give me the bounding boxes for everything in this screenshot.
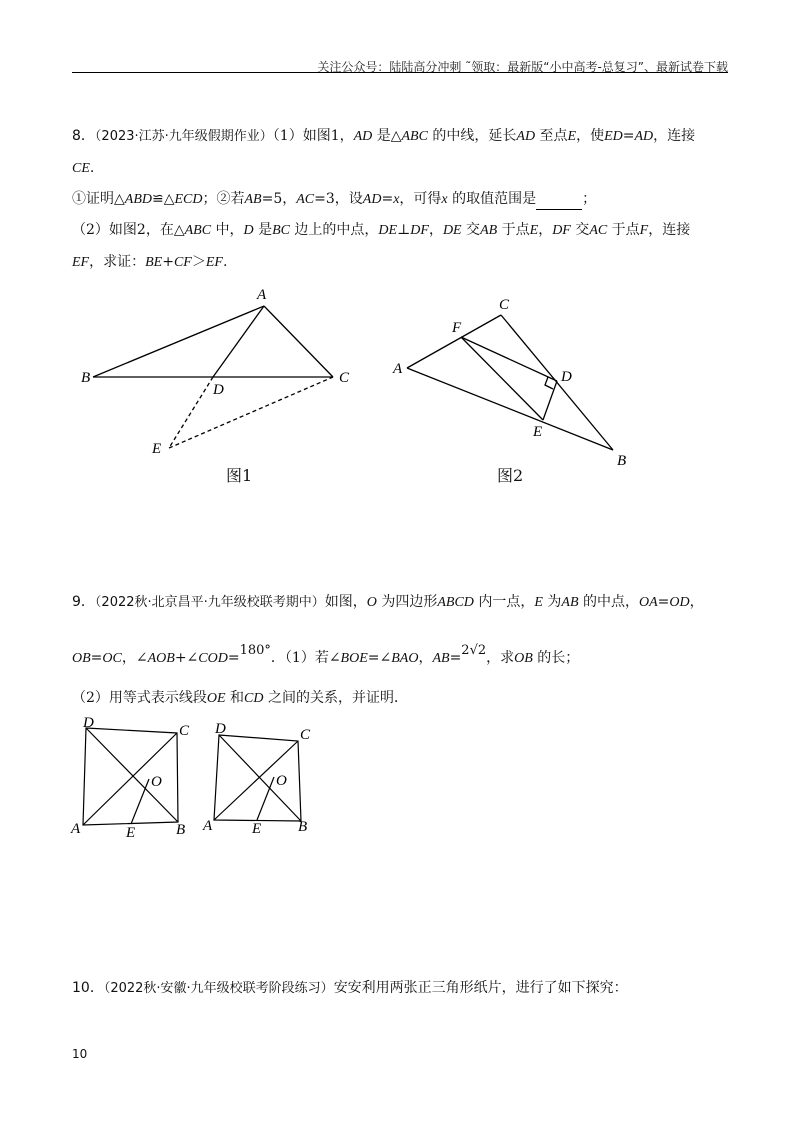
label-d: D <box>561 369 572 385</box>
q8-line-5 <box>72 252 227 273</box>
q9-var: OA <box>638 595 658 610</box>
q8-text: （1）如图1， <box>272 128 354 144</box>
segment-ac <box>264 306 333 377</box>
q8-var: CF <box>173 255 192 270</box>
q9-text: = <box>90 650 103 666</box>
q9-text: 如图， <box>324 594 367 610</box>
label-c: C <box>499 297 510 313</box>
q8-var: AB <box>480 223 498 238</box>
q9-var: COD <box>198 651 228 666</box>
q9-var: BOE <box>340 651 368 666</box>
q9-text: ，求 <box>486 650 515 666</box>
page-header: 关注公众号：陆陆高分冲刺 ˜领取：最新版“小中高考-总复习”、最新试卷下载 <box>317 60 728 74</box>
q8-var: AC <box>296 192 315 207</box>
label-a: A <box>257 287 267 303</box>
q9-text: 为四边形 <box>376 594 438 610</box>
q9-var: ABCD <box>437 595 474 610</box>
segment-fe <box>461 337 543 420</box>
segment-fd <box>461 337 557 381</box>
q8-text: ； <box>582 191 597 207</box>
q8-var: AC <box>589 223 608 238</box>
q9-figure-right <box>200 713 330 841</box>
q8-text: ，可得 <box>399 191 442 207</box>
q8-var: x <box>441 192 448 207</box>
label-o: O <box>276 773 287 789</box>
q8-var: x <box>393 192 400 207</box>
label-e: E <box>152 441 162 457</box>
segment-oe <box>131 779 149 824</box>
figure-2-caption: 图2 <box>497 466 524 485</box>
q9-text: +∠ <box>174 650 199 666</box>
q8-line-1 <box>72 126 695 147</box>
q8-number: 8． <box>72 128 95 144</box>
q8-text: 是△ <box>372 128 402 144</box>
answer-blank[interactable] <box>536 195 582 210</box>
label-f: F <box>452 320 462 336</box>
q8-var: F <box>639 223 649 238</box>
q8-text: 交 <box>570 222 590 238</box>
q8-text: ，连接 <box>653 128 696 144</box>
q8-var: CE <box>72 161 90 176</box>
q8-text: =3，设 <box>314 191 363 207</box>
q9-var: O <box>366 595 377 610</box>
q8-var: AB <box>244 192 262 207</box>
label-d: D <box>83 715 94 731</box>
label-c: C <box>339 370 350 386</box>
q9-text: = <box>227 650 240 666</box>
label-a: A <box>393 361 403 377</box>
q9-line-1 <box>72 592 704 613</box>
segment-de <box>169 377 213 448</box>
q9-text: 为 <box>542 594 562 610</box>
q9-text: （2）用等式表示线段 <box>72 690 207 706</box>
segment-ac <box>83 733 177 825</box>
q8-text: ， <box>428 222 443 238</box>
q8-line-3 <box>72 189 596 210</box>
label-b: B <box>81 370 91 386</box>
q8-text: = <box>622 128 635 144</box>
q8-var: DE <box>442 223 462 238</box>
q8-text: =5， <box>261 191 297 207</box>
q8-var: AD <box>516 129 536 144</box>
q9-var: BAO <box>391 651 419 666</box>
q9-text: = <box>657 594 670 610</box>
q8-var: E <box>529 223 539 238</box>
q8-var: DF <box>410 223 429 238</box>
label-e: E <box>252 821 262 837</box>
q9-var: AB <box>432 651 450 666</box>
q9-var: CD <box>244 691 264 706</box>
q9-var: AB <box>561 595 579 610</box>
q10-number: 10． <box>72 980 104 996</box>
q8-text: 的取值范围是 <box>447 191 537 207</box>
figure-1-caption: 图1 <box>226 466 253 485</box>
segment-db <box>219 735 301 821</box>
q8-source: （2023·江苏·九年级假期作业） <box>94 129 273 144</box>
q8-var: AD <box>362 192 382 207</box>
label-e: E <box>126 825 136 841</box>
q8-text: 是 <box>253 222 273 238</box>
q8-text: 于点 <box>497 222 530 238</box>
q8-text: ＞ <box>191 254 206 270</box>
q9-var: E <box>534 595 543 610</box>
q9-text: 的长； <box>532 650 580 666</box>
label-b: B <box>298 819 308 835</box>
q8-var: DF <box>552 223 571 238</box>
header-rule <box>72 72 728 73</box>
q9-text: 之间的关系，并证明． <box>263 690 408 706</box>
q8-var: BC <box>272 223 290 238</box>
label-o: O <box>151 774 162 790</box>
q9-text: =∠ <box>367 650 392 666</box>
segment-ec <box>169 377 333 448</box>
q9-number: 9． <box>72 594 95 610</box>
q9-text: = <box>449 650 462 666</box>
q9-text: ， <box>689 594 704 610</box>
label-b: B <box>617 453 627 469</box>
q8-var: EF <box>205 255 223 270</box>
q8-var: ABC <box>401 129 428 144</box>
q8-var: BE <box>145 255 163 270</box>
q8-text: 至点 <box>535 128 568 144</box>
q9-figure-left <box>70 713 200 841</box>
q8-var: EF <box>72 255 90 270</box>
q8-line-4 <box>72 220 690 241</box>
q8-text: （2）如图2，在△ <box>72 222 185 238</box>
label-a: A <box>71 821 81 837</box>
label-c: C <box>179 723 190 739</box>
q8-text: ， <box>538 222 553 238</box>
q9-text: 的中点， <box>578 594 639 610</box>
q8-text: + <box>162 254 174 270</box>
label-b: B <box>176 822 186 838</box>
q9-source: （2022秋·北京昌平·九年级校联考期中） <box>94 595 325 610</box>
q8-text: 交 <box>461 222 481 238</box>
q9-var: AOB <box>147 651 175 666</box>
q8-text: ，连接 <box>648 222 691 238</box>
q8-line-2 <box>72 158 94 179</box>
q9-var: OE <box>206 691 226 706</box>
q8-text: ①证明△ <box>72 191 125 207</box>
q8-var: AD <box>353 129 373 144</box>
q8-text: ≌△ <box>152 191 175 207</box>
q8-text: 边上的中点， <box>289 222 379 238</box>
q10-source: （2022秋·安徽·九年级校联考阶段练习） <box>103 981 334 996</box>
q9-angle-value: 180° <box>239 643 271 658</box>
q8-text: . <box>89 160 95 176</box>
figure-2 <box>385 295 635 475</box>
q9-text: ，∠ <box>121 650 148 666</box>
q9-var: OB <box>72 651 91 666</box>
label-d: D <box>215 721 226 737</box>
q8-var: E <box>567 129 577 144</box>
q9-ab-value: 2√2 <box>461 643 487 658</box>
q10-line-1 <box>72 978 628 999</box>
label-d: D <box>213 382 224 398</box>
q8-var: DE <box>378 223 398 238</box>
q9-text: ， <box>418 650 433 666</box>
q8-text: 于点 <box>607 222 640 238</box>
q9-text: 内一点， <box>473 594 535 610</box>
label-c: C <box>300 727 311 743</box>
page-number: 10 <box>72 1047 88 1061</box>
q8-var: ECD <box>174 192 203 207</box>
q8-var: ED <box>604 129 623 144</box>
label-a: A <box>203 818 213 834</box>
q9-var: OC <box>102 651 122 666</box>
q8-text: 的中线，延长 <box>427 128 517 144</box>
q8-text: ；②若 <box>202 191 245 207</box>
q10-text: 安安利用两张正三角形纸片，进行了如下探究： <box>333 980 628 996</box>
q8-text: ，使 <box>576 128 605 144</box>
q9-var: OD <box>669 595 690 610</box>
q8-var: ABC <box>184 223 212 238</box>
q8-text: = <box>381 191 394 207</box>
q8-text: ⊥ <box>397 222 411 238</box>
label-e: E <box>533 424 543 440</box>
q9-text: ．（1）若∠ <box>270 650 341 666</box>
q8-var: AD <box>634 129 654 144</box>
q8-text: 中， <box>211 222 244 238</box>
figure-1 <box>70 280 370 470</box>
q8-var: D <box>243 223 254 238</box>
q8-text: . <box>222 254 228 270</box>
q9-var: OB <box>514 651 533 666</box>
q9-line-3 <box>72 688 408 709</box>
q8-var: ABD <box>124 192 152 207</box>
q9-text: 和 <box>225 690 245 706</box>
q8-text: ，求证： <box>89 254 146 270</box>
q9-line-2 <box>72 643 580 669</box>
segment-ab <box>407 368 613 450</box>
